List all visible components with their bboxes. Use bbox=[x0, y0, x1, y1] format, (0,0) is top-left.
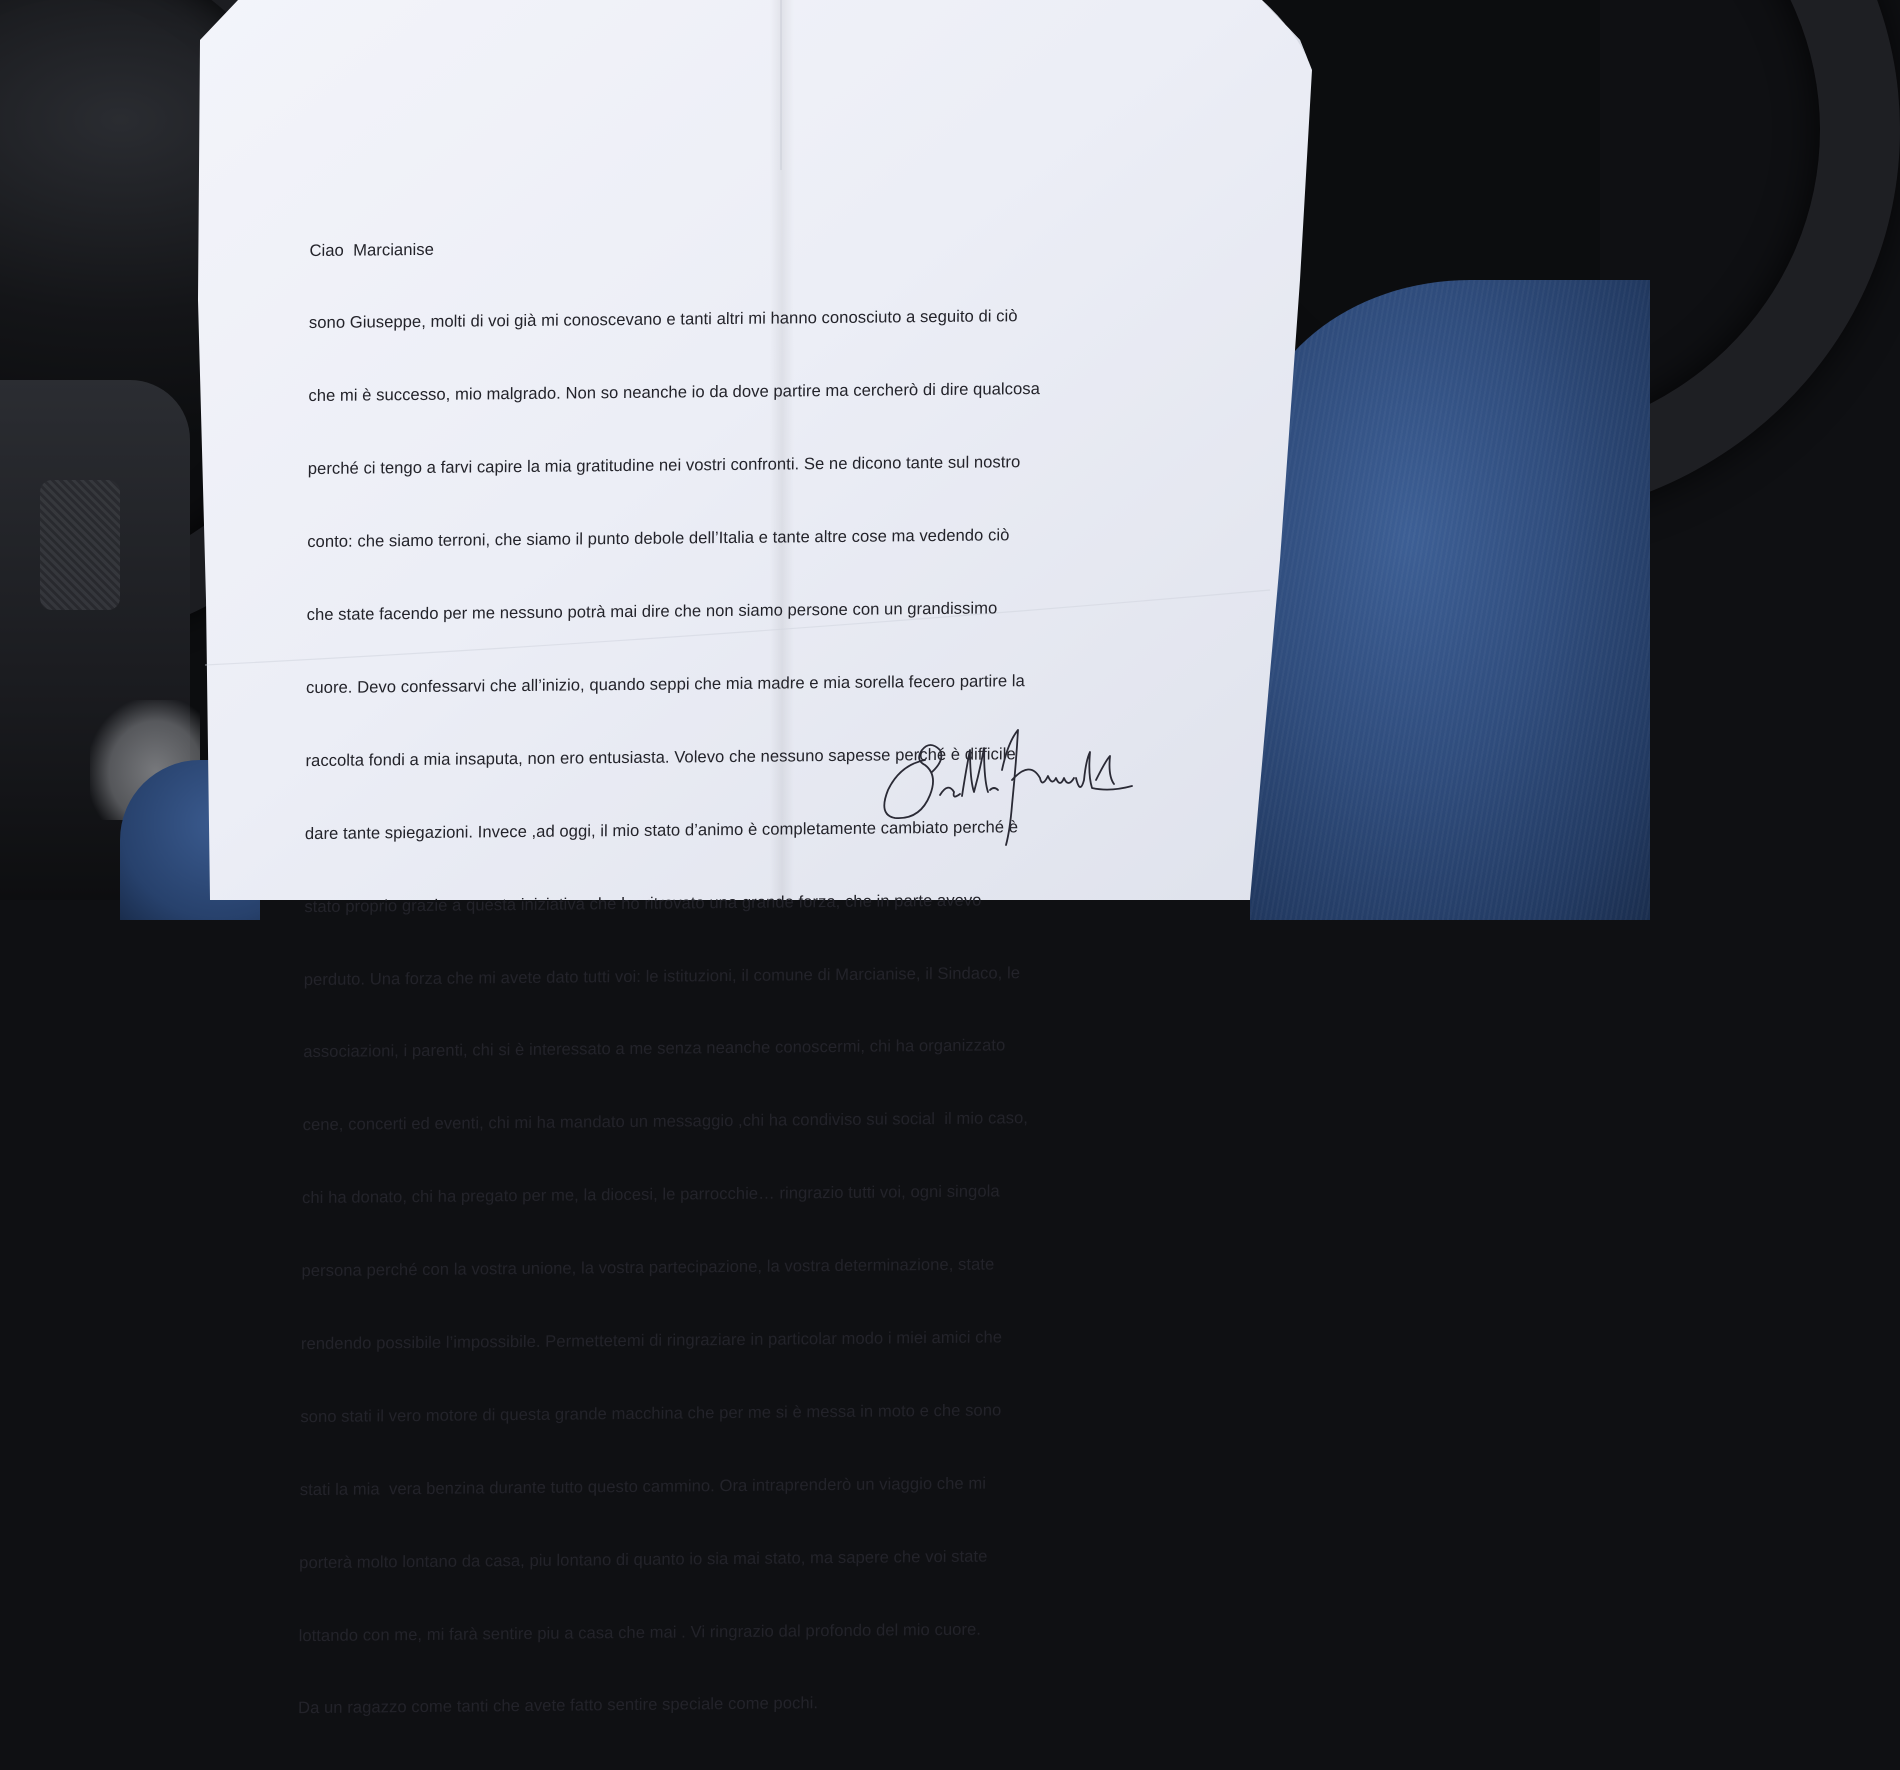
letter-line: perduto. Una forza che mi avete dato tutti voi: le istituzioni, il comune di Marcianise, il Sindaco, le bbox=[303, 962, 1021, 989]
letter-line: sono stati il vero motore di questa grande macchina che per me si è messa in moto e che sono bbox=[300, 1400, 1002, 1426]
letter-line: persona perché con la vostra unione, la vostra partecipazione, la vostra determinazione, state bbox=[301, 1254, 995, 1281]
letter-line: stati la mia vera benzina durante tutto questo cammino. Ora intraprenderò un viaggio che mi bbox=[299, 1473, 987, 1499]
letter-line: rendendo possibile l’impossibile. Permettetemi di ringraziare in particolar modo i miei amici che bbox=[300, 1327, 1003, 1354]
letter-line: porterà molto lontano da casa, piu lontano di quanto io sia mai stato, ma sapere che voi state bbox=[299, 1546, 988, 1572]
letter-line: associazioni, i parenti, chi si è interessato a me senza neanche conoscermi, chi ha organizzato bbox=[303, 1035, 1006, 1062]
letter-line: conto: che siamo terroni, che siamo il punto debole dell’Italia e tante altre cose ma vedendo ciò bbox=[307, 525, 1010, 552]
letter-line: che state facendo per me nessuno potrà mai dire che non siamo persone con un grandissimo bbox=[306, 598, 998, 625]
letter-line: lottando con me, mi farà sentire piu a casa che mai . Vi ringrazio dal profondo del mio cuore. bbox=[298, 1619, 982, 1645]
letter-text bbox=[298, 182, 1190, 1770]
letter-line: che mi è successo, mio malgrado. Non so neanche io da dove partire ma cercherò di dire qualcosa bbox=[308, 379, 1041, 406]
letter-line: cene, concerti ed eventi, chi mi ha mandato un messaggio ,chi ha condiviso sui social il mio caso, bbox=[302, 1108, 1029, 1135]
letter-line: perché ci tengo a farvi capire la mia gratitudine nei vostri confronti. Se ne dicono tante sul nostro bbox=[307, 452, 1021, 479]
letter-line: Da un ragazzo come tanti che avete fatto sentire speciale come pochi. bbox=[298, 1693, 819, 1718]
letter-line: raccolta fondi a mia insaputa, non ero entusiasta. Volevo che nessuno sapesse perché è difficile bbox=[305, 744, 1016, 770]
letter-line: cuore. Devo confessarvi che all’inizio, quando seppi che mia madre e mia sorella fecero partire la bbox=[306, 671, 1025, 697]
handwritten-signature bbox=[870, 720, 1150, 850]
letter-line: sono Giuseppe, molti di voi già mi conoscevano e tanti altri mi hanno conosciuto a seguito di ciò bbox=[308, 306, 1018, 333]
letter-line: chi ha donato, chi ha pregato per me, la diocesi, le parrocchie… ringrazio tutti voi, ogni singola bbox=[302, 1181, 1000, 1208]
letter-line: stato proprio grazie a questa iniziativa che ho ritrovato una grande forza, che in parte avevo bbox=[304, 890, 982, 916]
letter-line: dare tante spiegazioni. Invece ,ad oggi, il mio stato d’animo è completamente cambiato perché è bbox=[304, 816, 1019, 843]
letter-greeting: Ciao Marcianise bbox=[309, 239, 434, 260]
